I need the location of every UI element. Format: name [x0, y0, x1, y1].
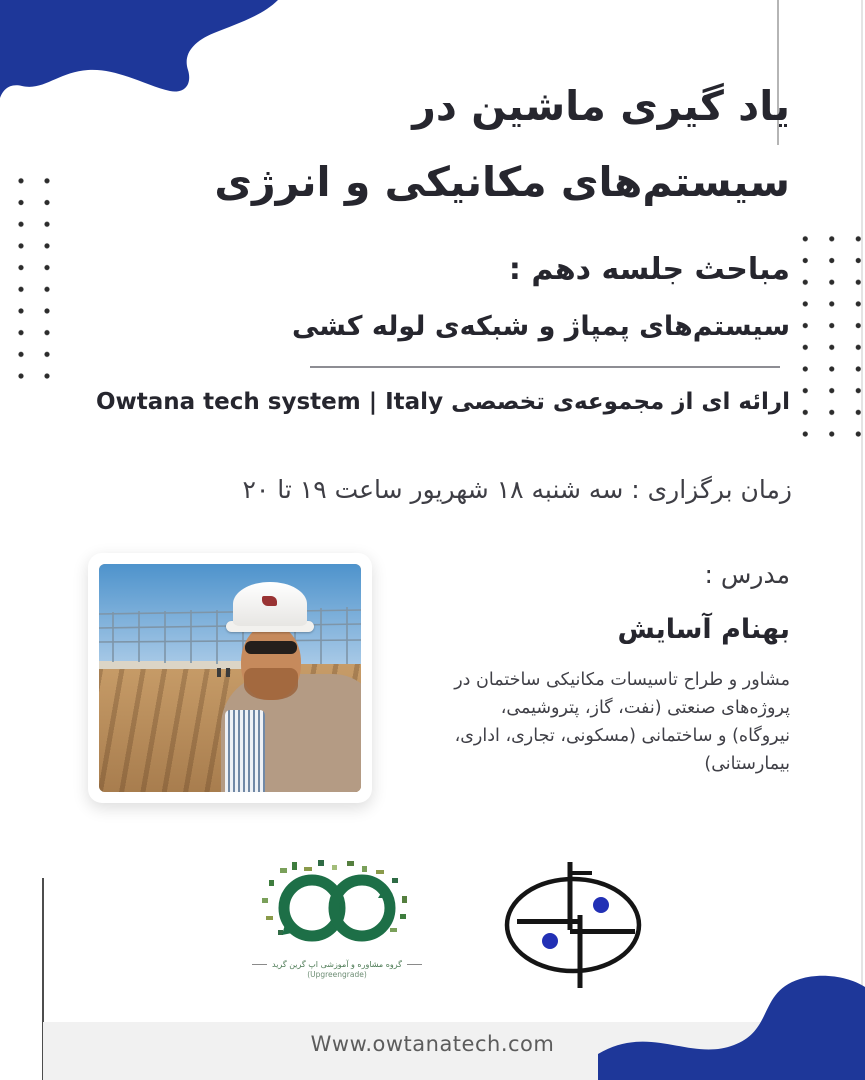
title-line-1: یاد گیری ماشین در [412, 82, 790, 130]
caption-rule-right [407, 964, 422, 965]
beard [244, 668, 298, 700]
session-topic: سیستم‌های پمپاژ و شبکه‌ی لوله کشی [291, 311, 790, 342]
footer-url[interactable]: Www.owtanatech.com [310, 1032, 555, 1056]
schedule-text: زمان برگزاری : سه شنبه ۱۸ شهریور ساعت ۱۹ تا ۲۰ [242, 475, 792, 504]
bio-line: بیمارستانی) [704, 754, 790, 774]
distant-person [226, 668, 230, 677]
sunglasses [245, 641, 297, 654]
distant-person [217, 668, 221, 677]
dot-grid-right [792, 228, 865, 445]
steel-structure [99, 602, 361, 666]
bio-line: نیروگاه) و ساختمانی (مسکونی، تجاری، اداری، [454, 726, 790, 746]
presented-by-brand: Owtana tech system | Italy [95, 389, 444, 415]
upgreengrade-caption: گروه مشاوره و آموزشی اپ گرین گرید [272, 960, 402, 969]
session-heading: مباحث جلسه دهم : [508, 252, 790, 287]
upgreengrade-subcaption: (Upgreengrade) [307, 970, 367, 979]
instructor-bio [454, 666, 790, 778]
instructor-label: مدرس : [704, 560, 790, 589]
divider-line [310, 366, 780, 368]
striped-shirt [225, 710, 265, 792]
instructor-photo [88, 553, 372, 803]
title-line-2: سیستم‌های مکانیکی و انرژی [214, 158, 790, 206]
instructor-name: بهنام آسایش [617, 614, 790, 645]
presented-by-farsi: ارائه ای از مجموعه‌ی تخصصی [451, 389, 790, 415]
dot-grid-left [8, 170, 60, 387]
bio-line: پروژه‌های صنعتی (نفت، گاز، پتروشیمی، [500, 698, 790, 718]
bio-line: مشاور و طراح تاسیسات مکانیکی ساختمان در [454, 670, 790, 690]
vertical-rule-right-edge [861, 0, 863, 1080]
page-title [214, 68, 790, 220]
upgreengrade-logo [252, 858, 422, 979]
caption-rule-left [252, 964, 267, 965]
construction-site-scene [99, 564, 361, 792]
upgreengrade-caption-row [252, 960, 422, 969]
hard-hat-emblem [262, 596, 277, 606]
green-infinity-loop-icon [252, 858, 422, 954]
presented-by [96, 389, 790, 415]
blue-wave-bottom-right [598, 966, 865, 1080]
